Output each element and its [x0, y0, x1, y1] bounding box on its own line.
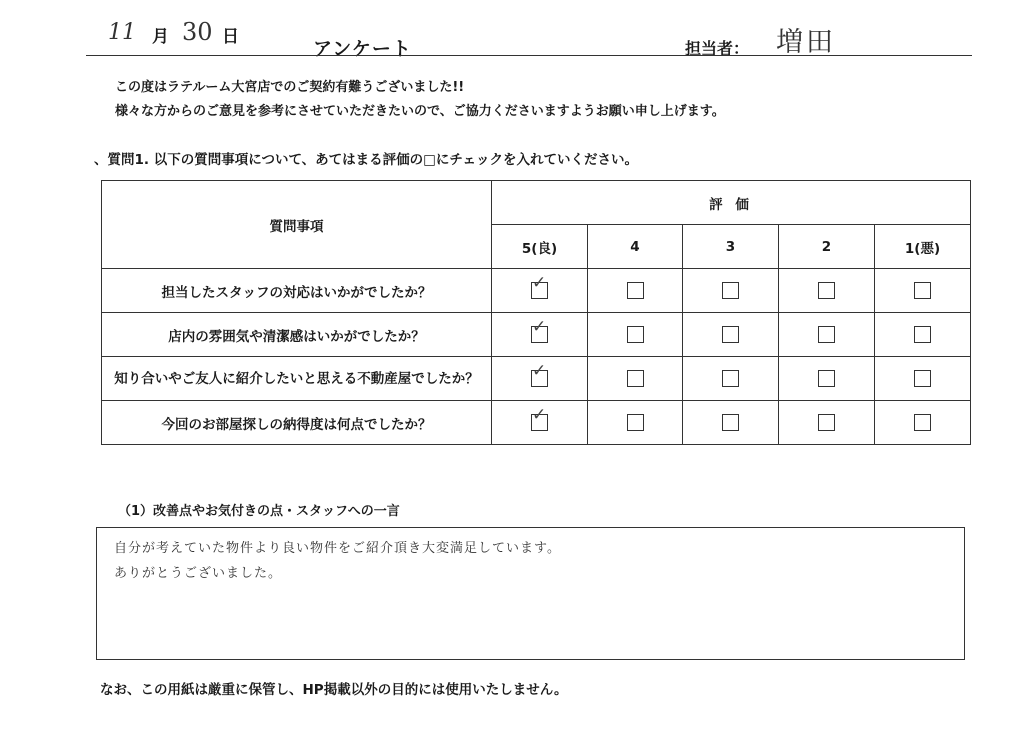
staff-name: 増田 [776, 27, 836, 58]
rating-checkbox[interactable] [914, 326, 931, 343]
rating-checkbox[interactable] [627, 414, 644, 431]
table-row [102, 357, 971, 401]
intro-line-1: この度はラテルーム大宮店でのご契約有難うございました!! [115, 80, 465, 95]
month-label: 月 [152, 27, 169, 47]
rating-table [101, 180, 971, 445]
rating-checkbox[interactable] [531, 317, 548, 343]
question-label: 今回のお部屋探しの納得度は何点でしたか？ [102, 401, 492, 445]
rating-column-1: 1(悪) [875, 225, 971, 269]
rating-checkbox[interactable] [531, 273, 548, 299]
intro-line-2: 様々な方からのご意見を参考にさせていただきたいので、ご協力くださいますようお願い申し上げます。 [115, 104, 725, 119]
question-label: 担当したスタッフの対応はいかがでしたか？ [102, 269, 492, 313]
rating-checkbox[interactable] [722, 370, 739, 387]
comment-line-2: ありがとうございました。 [114, 566, 283, 581]
month-value: 11 [108, 20, 136, 45]
footer-note: なお、この用紙は厳重に保管し、HP掲載以外の目的には使用いたしません。 [100, 682, 568, 698]
rating-column-5: 5(良) [492, 225, 588, 269]
table-row [102, 313, 971, 357]
rating-checkbox[interactable] [627, 282, 644, 299]
rating-header: 評 価 [492, 181, 971, 225]
rating-checkbox[interactable] [722, 414, 739, 431]
question-label: 店内の雰囲気や清潔感はいかがでしたか？ [102, 313, 492, 357]
rating-checkbox[interactable] [627, 370, 644, 387]
check-mark-icon: ✓ [532, 317, 547, 337]
rating-checkbox[interactable] [531, 405, 548, 431]
day-value: 30 [182, 18, 213, 46]
comment-line-1: 自分が考えていた物件より良い物件をご紹介頂き大変満足しています。 [114, 541, 561, 556]
staff-label: 担当者： [685, 39, 750, 58]
check-mark-icon: ✓ [532, 273, 547, 293]
rating-checkbox[interactable] [914, 282, 931, 299]
comment-heading: （1）改善点やお気付きの点・スタッフへの一言 [118, 504, 400, 519]
question-label: 知り合いやご友人に紹介したいと思える不動産屋でしたか？ [102, 357, 492, 401]
rating-checkbox[interactable] [818, 326, 835, 343]
page-title: アンケート [313, 38, 412, 60]
rating-checkbox[interactable] [914, 414, 931, 431]
rating-checkbox[interactable] [914, 370, 931, 387]
rating-checkbox[interactable] [722, 282, 739, 299]
table-row [102, 269, 971, 313]
rating-checkbox[interactable] [531, 361, 548, 387]
question-1-heading: 、質問1. 以下の質問事項について、あてはまる評価の□にチェックを入れていください。 [94, 152, 639, 168]
rating-checkbox[interactable] [818, 414, 835, 431]
header-divider [86, 55, 972, 56]
rating-checkbox[interactable] [818, 370, 835, 387]
rating-checkbox[interactable] [722, 326, 739, 343]
rating-column-2: 2 [779, 225, 875, 269]
check-mark-icon: ✓ [532, 405, 547, 425]
day-label: 日 [222, 27, 239, 47]
rating-column-3: 3 [683, 225, 779, 269]
table-row [102, 401, 971, 445]
rating-checkbox[interactable] [627, 326, 644, 343]
rating-column-4: 4 [588, 225, 683, 269]
rating-checkbox[interactable] [818, 282, 835, 299]
check-mark-icon: ✓ [532, 361, 547, 381]
question-items-header: 質問事項 [102, 181, 492, 269]
